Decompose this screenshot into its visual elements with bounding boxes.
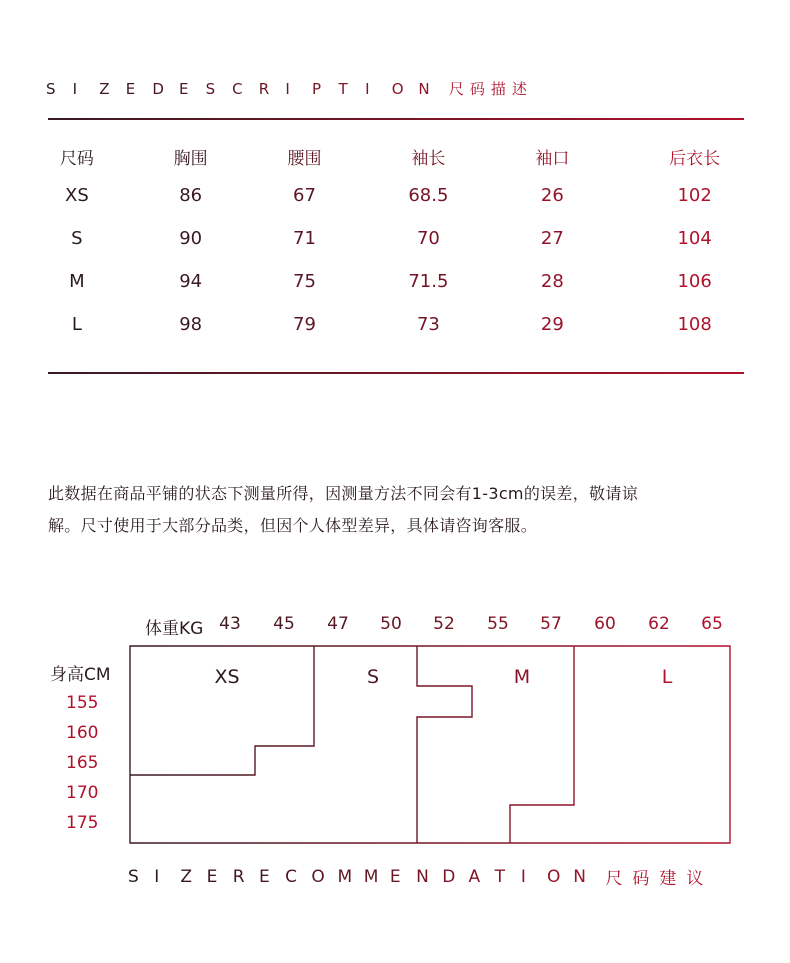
weight-tick: 60 <box>594 614 616 634</box>
footer-letter: I <box>154 866 160 887</box>
table-cell: S <box>71 228 83 249</box>
footer-letter: N <box>416 866 429 887</box>
table-cell: 26 <box>540 185 564 206</box>
header-letter: T <box>338 79 348 98</box>
table-cell: L <box>71 314 82 335</box>
table-cell: 98 <box>179 314 203 335</box>
height-tick: 155 <box>66 693 99 713</box>
table-cell: 71.5 <box>408 271 449 292</box>
footer-letter: O <box>547 866 561 887</box>
footer-letter: N <box>573 866 586 887</box>
weight-tick: 65 <box>701 614 723 634</box>
header-letter: I <box>365 79 370 98</box>
header-letter: E <box>125 79 136 98</box>
footer-letter: E <box>206 866 218 887</box>
header-letter: I <box>285 79 290 98</box>
col-chest: 胸围 <box>173 148 208 169</box>
table-cell: 79 <box>293 314 316 335</box>
table-cell: 67 <box>293 185 316 206</box>
col-cuff: 袖口 <box>535 148 570 169</box>
table-cell: 94 <box>179 271 203 292</box>
footer-letter: I <box>520 866 526 887</box>
table-cell: 86 <box>179 185 203 206</box>
size-recommendation-letters <box>128 867 599 887</box>
footer-letter: C <box>285 866 297 887</box>
height-tick: 170 <box>66 783 99 803</box>
note-line-1: 此数据在商品平铺的状态下测量所得，因测量方法不同会有1-3cm的误差，敬请谅 <box>48 484 638 503</box>
footer-letter: A <box>468 866 481 887</box>
header-letter: E <box>178 79 189 98</box>
height-tick: 175 <box>66 813 99 833</box>
weight-tick: 62 <box>648 614 670 634</box>
table-cell: 28 <box>540 271 564 292</box>
header-letter: R <box>258 79 270 98</box>
footer-letter: E <box>258 866 270 887</box>
table-cell: 73 <box>416 314 440 335</box>
size-description-cn: 尺码描述 <box>448 80 533 98</box>
table-cell: 102 <box>677 185 712 206</box>
weight-axis-label: 体重KG <box>145 619 204 639</box>
header-letter: S <box>205 79 216 98</box>
weight-tick: 52 <box>433 614 455 634</box>
table-cell: 106 <box>677 271 712 292</box>
footer-letter: D <box>442 866 456 887</box>
footer-letter: E <box>389 866 401 887</box>
table-cell: 68.5 <box>408 185 449 206</box>
weight-tick: 45 <box>273 614 295 634</box>
height-tick: 165 <box>66 753 99 773</box>
table-cell: 71 <box>293 228 316 249</box>
footer-letter: O <box>311 866 325 887</box>
header-letter: Z <box>99 79 110 98</box>
header-letter: D <box>152 79 164 98</box>
table-cell: 29 <box>540 314 564 335</box>
table-cell: 70 <box>416 228 440 249</box>
col-waist: 腰围 <box>287 148 322 169</box>
footer-letter: M <box>363 866 379 887</box>
s-m-boundary <box>417 646 472 843</box>
weight-tick: 55 <box>487 614 509 634</box>
table-cell: 90 <box>179 228 203 249</box>
size-zone-label: XS <box>214 666 240 688</box>
col-size: 尺码 <box>59 148 94 169</box>
header-letter: N <box>418 79 430 98</box>
size-zone-label: M <box>513 666 531 688</box>
table-cell: XS <box>65 185 89 206</box>
weight-tick: 47 <box>327 614 349 634</box>
size-zone-label: L <box>661 666 673 688</box>
footer-letter: Z <box>180 866 193 887</box>
table-cell: 104 <box>677 228 712 249</box>
weight-tick: 43 <box>219 614 241 634</box>
height-tick: 160 <box>66 723 99 743</box>
footer-letter: M <box>337 866 353 887</box>
header-letter: I <box>72 79 78 98</box>
header-letter: C <box>232 79 243 98</box>
header-letter: P <box>311 79 321 98</box>
note-line-2: 解。尺寸使用于大部分品类，但因个人体型差异，具体请咨询客服。 <box>48 516 538 535</box>
header-letter: S <box>46 79 56 98</box>
weight-tick: 57 <box>540 614 562 634</box>
footer-letter: S <box>128 866 139 887</box>
table-cell: 108 <box>677 314 712 335</box>
table-cell: 27 <box>540 228 564 249</box>
footer-letter: T <box>494 866 506 887</box>
header-letter: O <box>391 79 404 98</box>
size-recommendation-cn: 尺码建议 <box>605 869 714 889</box>
footer-letter: R <box>232 866 245 887</box>
weight-tick: 50 <box>380 614 402 634</box>
col-back-length: 后衣长 <box>669 148 721 169</box>
height-axis-label: 身高CM <box>50 665 111 685</box>
table-cell: 75 <box>293 271 316 292</box>
table-cell: M <box>69 271 85 292</box>
size-zone-label: S <box>366 666 380 688</box>
col-sleeve-length: 袖长 <box>411 148 446 169</box>
size-recommendation-title <box>128 864 713 889</box>
